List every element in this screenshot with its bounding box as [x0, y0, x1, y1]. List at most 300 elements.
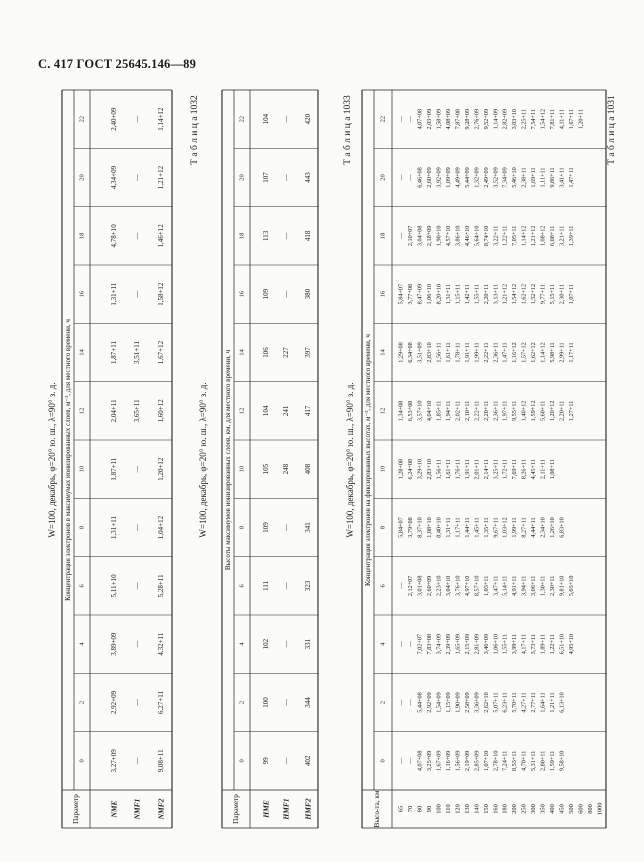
hour-header: 16	[78, 290, 86, 298]
cell-value: 9,55+11	[511, 400, 519, 421]
cell-value: —	[406, 641, 414, 648]
cell-value: 105	[262, 463, 270, 475]
cell-value: 3,06+11	[530, 575, 538, 596]
cell-value: 7,87+08	[454, 108, 462, 130]
cell-value: 3,13+11	[492, 284, 500, 305]
cell-value: 2,83+10	[425, 342, 433, 363]
hour-header: 2	[379, 700, 387, 705]
cell-value: 1,97+11	[501, 400, 509, 421]
cell-value: 2,20+11	[558, 400, 566, 421]
table-condition: W=100, декабрь, φ=20° ю. ш., λ=90° з. д.	[345, 382, 355, 538]
cell-value: 5,31+11	[530, 750, 538, 771]
cell-value: 1,85+11	[435, 400, 443, 421]
cell-value: 5,11+10	[110, 574, 118, 598]
cell-value: 6,83+10	[558, 517, 566, 538]
cell-value: 1,90+10	[435, 225, 443, 247]
cell-value: 8,26+11	[520, 459, 528, 480]
cell-value: 2,85+09	[473, 750, 481, 772]
cell-value: 1,26+10	[549, 517, 557, 538]
cell-value: 1,59+12	[530, 400, 538, 422]
cell-value: 1,15+09	[444, 692, 452, 713]
cell-value: 1,58+12	[157, 282, 165, 306]
cell-value: 1,44+11	[463, 517, 471, 538]
cell-value: 1,07+11	[568, 284, 576, 305]
cell-value: 2,14+11	[482, 459, 490, 480]
cell-value: 8,74+10	[482, 225, 490, 247]
cell-value: 4,45+11	[530, 459, 538, 480]
cell-value: 2,03+09	[425, 108, 433, 130]
cell-value: 7,83+08	[425, 633, 433, 655]
cell-value: 1,62+12	[520, 283, 528, 305]
cell-value: 1,69+11	[530, 167, 538, 188]
cell-value: 3,92+09	[435, 167, 443, 188]
hour-header: 16	[379, 290, 387, 298]
group-header: Концентрация электронов на фиксированных высотах, м⁻³, для местного времени, ч	[364, 334, 372, 586]
cell-value: 109	[262, 522, 270, 533]
cell-value: 8,20+10	[435, 283, 443, 305]
cell-value: 1,59+11	[549, 750, 557, 771]
cell-value: 1,57+12	[520, 342, 528, 363]
row-param: NME	[109, 800, 119, 818]
group-header: Высоты максимумов ионизированных слоев, км, для местного времени, ч	[224, 349, 232, 571]
hour-header: 8	[238, 525, 246, 530]
height-value: 70	[406, 805, 414, 813]
cell-value: —	[133, 232, 141, 240]
cell-value: 3,73+11	[530, 634, 538, 655]
hour-header: 0	[238, 759, 246, 763]
cell-value: 1,67+09	[435, 750, 443, 772]
cell-value: 3,03+10	[511, 108, 519, 130]
cell-value: 2,23+10	[435, 575, 443, 597]
cell-value: 4,49+09	[454, 167, 462, 188]
cell-value: 9,86+11	[549, 167, 557, 188]
cell-value: 102	[262, 638, 270, 650]
cell-value: 6,34+08	[406, 342, 414, 363]
cell-value: 8,53+11	[511, 750, 519, 771]
cell-value: 8,47+09	[416, 283, 424, 305]
cell-value: —	[282, 174, 290, 181]
height-value: 90	[425, 805, 433, 813]
cell-value: 4,04+10	[425, 400, 433, 422]
cell-value: 4,34+09	[110, 165, 118, 190]
cell-value: 1,91+11	[463, 342, 471, 363]
cell-value: 1,30+11	[539, 575, 547, 596]
cell-value: 1,42+11	[463, 284, 471, 305]
hour-header: 6	[379, 584, 387, 588]
cell-value: 2,25+11	[520, 109, 528, 130]
cell-value: 1,34+08	[397, 400, 405, 422]
cell-value: 3,04+10	[444, 575, 452, 597]
cell-value: 8,57+10	[473, 575, 481, 597]
cell-value: 99	[262, 757, 270, 765]
cell-value: 2,36+11	[492, 342, 500, 363]
height-value: 130	[463, 804, 471, 814]
cell-value: 1,72+11	[501, 459, 509, 480]
cell-value: 1,99+11	[511, 517, 519, 538]
cell-value: 2,20+11	[482, 400, 490, 421]
height-value: 140	[473, 804, 481, 814]
cell-value: 2,60+09	[425, 575, 433, 597]
hour-header: 10	[379, 465, 387, 473]
cell-value: 4,46+10	[463, 225, 471, 247]
hour-header: 2	[238, 700, 246, 705]
cell-value: 1,14+09	[492, 108, 500, 130]
cell-value: 4,95+10	[568, 633, 576, 655]
cell-value: 6,13+10	[558, 692, 566, 713]
row-param: HMF1	[281, 798, 291, 820]
cell-value: 1,55+11	[473, 284, 481, 305]
cell-value: 4,17+11	[520, 634, 528, 655]
hour-header: 18	[379, 232, 387, 240]
cell-value: 2,80+11	[539, 750, 547, 771]
cell-value: 248	[282, 463, 290, 475]
cell-value: 1,14+12	[539, 342, 547, 363]
cell-value: 323	[304, 580, 312, 592]
cell-value: 3,65+11	[133, 399, 141, 423]
hour-header: 14	[379, 349, 387, 356]
cell-value: 3,22+11	[492, 225, 500, 246]
cell-value: 7,24+11	[501, 750, 509, 771]
cell-value: —	[282, 115, 290, 123]
cell-value: 1,56+11	[435, 459, 443, 480]
cell-value: 1,65+09	[454, 633, 462, 655]
height-value: 100	[435, 804, 443, 814]
cell-value: 1,14+12	[520, 225, 528, 247]
hour-header: 14	[78, 349, 86, 356]
cell-value: 2,58+09	[463, 692, 471, 713]
height-value: 180	[501, 804, 509, 814]
cell-value: 2,01+11	[473, 459, 481, 480]
cell-value: —	[282, 290, 290, 298]
cell-value: —	[282, 699, 290, 706]
cell-value: 1,76+11	[454, 459, 462, 480]
hour-header: 20	[238, 174, 246, 181]
table-condition: W=100, декабрь, φ=20° ю. ш., λ=90° з. д.	[198, 382, 208, 538]
cell-value: 2,62+10	[482, 692, 490, 713]
cell-value: 3,01+08	[416, 575, 424, 597]
cell-value: 1,56+11	[435, 342, 443, 363]
cell-value: —	[133, 582, 141, 590]
cell-value: 104	[262, 405, 270, 417]
cell-value: 408	[304, 463, 312, 475]
cell-value: 1,90+09	[454, 692, 462, 713]
cell-value: 6,53+08	[406, 400, 414, 422]
cell-value: 6,23+11	[501, 692, 509, 713]
cell-value: —	[406, 757, 414, 764]
cell-value: 344	[304, 697, 312, 708]
cell-value: 1,52+12	[530, 283, 538, 305]
cell-value: 331	[304, 638, 312, 650]
hour-header: 10	[78, 465, 86, 473]
cell-value: 5,98+11	[549, 342, 557, 363]
cell-value: —	[282, 524, 290, 531]
cell-value: 1,58+09	[435, 108, 443, 130]
cell-value: 2,40+09	[110, 107, 118, 131]
cell-value: 4,57+10	[444, 225, 452, 247]
hour-header: 18	[78, 232, 86, 240]
hour-header: 22	[379, 115, 387, 123]
cell-value: 2,60+09	[425, 167, 433, 188]
cell-value: 1,87+11	[110, 457, 118, 481]
cell-value: 3,36+09	[473, 692, 481, 713]
cell-value: 1,87+11	[110, 341, 118, 364]
cell-value: 1,31+11	[110, 282, 118, 306]
cell-value: —	[282, 640, 290, 648]
cell-value: 1,40+12	[520, 400, 528, 422]
height-value: 120	[454, 804, 462, 814]
cell-value: 1,28+08	[397, 458, 405, 480]
cell-value: 2,81+09	[473, 633, 481, 655]
hour-header: 8	[78, 525, 86, 530]
cell-value: 9,52+09	[482, 108, 490, 130]
cell-value: 5,84+07	[397, 517, 405, 538]
cell-value: —	[397, 116, 405, 123]
cell-value: 1,89+11	[539, 634, 547, 655]
hour-header: 12	[238, 407, 246, 415]
cell-value: 2,20+11	[482, 284, 490, 305]
cell-value: —	[397, 232, 405, 239]
hour-header: 18	[238, 232, 246, 240]
cell-value: 1,62+12	[530, 342, 538, 363]
cell-value: —	[397, 641, 405, 648]
cell-value: 7,34+09	[501, 167, 509, 188]
cell-value: —	[133, 757, 141, 765]
cell-value: 1,20+11	[577, 109, 585, 130]
cell-value: 5,60+11	[539, 400, 547, 421]
height-value: 400	[549, 804, 557, 814]
cell-value: 1,99+11	[473, 342, 481, 363]
cell-value: 2,38+11	[520, 167, 528, 188]
cell-value: —	[397, 699, 405, 706]
cell-value: 1,20+12	[157, 457, 165, 481]
cell-value: 1,17+11	[454, 517, 462, 538]
height-value: 110	[444, 804, 452, 814]
cell-value: 420	[304, 113, 312, 125]
param-header: Параметр	[72, 794, 80, 824]
cell-value: —	[282, 582, 290, 590]
row-param: HME	[261, 800, 271, 818]
cell-value: 1,31+11	[444, 517, 452, 538]
cell-value: 1,16+12	[511, 342, 519, 363]
cell-value: 3,27+09	[110, 749, 118, 773]
cell-value: —	[133, 174, 141, 181]
cell-value: 6,51+10	[558, 633, 566, 655]
cell-value: 7,05+11	[511, 225, 519, 246]
cell-value: 3,51+09	[416, 342, 424, 363]
cell-value: 2,49+09	[482, 167, 490, 188]
cell-value: —	[406, 699, 414, 706]
cell-value: 2,18+09	[425, 225, 433, 247]
cell-value: 2,30+11	[549, 575, 557, 596]
cell-value: 2,10+11	[463, 400, 471, 421]
cell-value: 1,08+11	[549, 459, 557, 480]
cell-value: 241	[282, 405, 290, 417]
cell-value: 1,61+11	[444, 342, 452, 363]
cell-value: 1,29+08	[397, 342, 405, 363]
cell-value: 3,25+11	[492, 459, 500, 480]
cell-value: 106	[262, 347, 270, 358]
cell-value: 1,03+11	[482, 575, 490, 596]
height-value: 300	[530, 804, 538, 814]
cell-value: 1,08+12	[539, 225, 547, 247]
cell-value: 3,46+09	[482, 633, 490, 655]
cell-value: 5,28+11	[157, 574, 165, 598]
height-value: 65	[397, 805, 405, 813]
cell-value: 3,04+08	[416, 225, 424, 247]
cell-value: 9,81+10	[558, 575, 566, 597]
cell-value: 1,94+11	[444, 400, 452, 421]
cell-value: 3,52+09	[492, 167, 500, 188]
table-label: Т а б л и ц а 1032	[190, 95, 200, 165]
cell-value: 1,04+12	[157, 515, 165, 540]
cell-value: 1,15+11	[454, 284, 462, 305]
cell-value: —	[133, 699, 141, 706]
cell-value: 8,27+11	[520, 517, 528, 538]
cell-value: 3,94+11	[520, 575, 528, 596]
cell-value: 113	[262, 230, 270, 241]
cell-value: 7,81+11	[549, 109, 557, 130]
hour-header: 4	[238, 642, 246, 646]
cell-value: 2,36+11	[492, 400, 500, 421]
cell-value: 417	[304, 405, 312, 417]
cell-value: 9,67+11	[492, 517, 500, 538]
cell-value: 2,39+09	[444, 633, 452, 655]
cell-value: 2,10+07	[406, 225, 414, 247]
group-header: Концентрация электронов в максимумах ионизированных слоев, м⁻³, для местного времени, ч	[64, 319, 72, 601]
height-value: 250	[520, 804, 528, 814]
height-value: 1000	[596, 802, 604, 816]
height-value: 160	[492, 804, 500, 814]
cell-value: 6,27+11	[157, 691, 165, 714]
cell-value: 1,78+11	[454, 342, 462, 363]
cell-value: 3,99+11	[511, 634, 519, 655]
cell-value: 9,28+09	[463, 108, 471, 130]
cell-value: 5,84+07	[397, 283, 405, 305]
cell-value: 2,30+11	[558, 284, 566, 305]
cell-value: —	[133, 524, 141, 531]
cell-value: 6,46+08	[416, 167, 424, 188]
cell-value: —	[397, 174, 405, 181]
cell-value: 1,20+12	[549, 400, 557, 422]
hour-header: 10	[238, 465, 246, 473]
cell-value: 4,70+11	[520, 750, 528, 771]
param-header: Параметр	[232, 794, 240, 824]
cell-value: 1,61+11	[444, 459, 452, 480]
cell-value: 2,83+10	[425, 458, 433, 480]
cell-value: 1,55+11	[501, 634, 509, 655]
cell-value: 402	[304, 755, 312, 767]
height-value: 600	[577, 804, 585, 814]
cell-value: 1,31+11	[444, 284, 452, 305]
height-value: 80	[416, 805, 424, 813]
cell-value: 4,08+09	[444, 108, 452, 130]
cell-value: 1,54+12	[539, 108, 547, 130]
cell-value: —	[133, 640, 141, 648]
cell-value: 2,78+10	[492, 750, 500, 772]
cell-value: 3,76+10	[454, 575, 462, 597]
cell-value: 4,11+11	[558, 109, 566, 130]
hour-header: 12	[78, 407, 86, 415]
cell-value: 1,14+12	[157, 107, 165, 131]
cell-value: 3,89+09	[110, 632, 118, 656]
cell-value: 2,11+11	[539, 459, 547, 480]
cell-value: 341	[304, 522, 312, 533]
cell-value: 1,17+11	[568, 342, 576, 363]
cell-value: 4,44+11	[530, 517, 538, 538]
cell-value: 4,78+10	[110, 224, 118, 248]
cell-value: 1,47+11	[568, 167, 576, 188]
table-1032	[189, 90, 318, 828]
cell-value: 2,02+11	[454, 400, 462, 421]
cell-value: 418	[304, 230, 312, 242]
cell-value: 7,02+07	[416, 633, 424, 655]
param-header: Высо-та, км	[373, 790, 381, 828]
cell-value: 1,27+11	[568, 400, 576, 421]
cell-value: 1,06+10	[492, 633, 500, 655]
hour-header: 0	[78, 759, 86, 763]
cell-value: —	[397, 582, 405, 589]
cell-value: 6,08+11	[549, 225, 557, 246]
cell-value: 1,64+11	[539, 692, 547, 713]
height-value: 350	[539, 804, 547, 814]
hour-header: 22	[78, 115, 86, 123]
cell-value: 1,60+12	[157, 399, 165, 423]
page-header: С. 417 ГОСТ 25645.146—89	[38, 57, 197, 71]
cell-value: 3,41+11	[558, 167, 566, 188]
cell-value: 7,69+11	[511, 459, 519, 480]
cell-value: 1,21+12	[501, 283, 509, 305]
cell-value: 1,67+12	[157, 340, 165, 365]
cell-value: 5,64+10	[473, 225, 481, 247]
cell-value: 7,54+11	[530, 109, 538, 130]
cell-value: 2,15+09	[463, 633, 471, 655]
row-param: NMF2	[156, 798, 166, 820]
hour-header: 6	[78, 584, 86, 588]
cell-value: 3,29+10	[416, 458, 424, 480]
cell-value: 2,92+09	[110, 690, 118, 715]
height-value: 450	[558, 804, 566, 814]
cell-value: 2,19+09	[463, 750, 471, 772]
cell-value: 2,76+09	[473, 108, 481, 130]
height-value: 150	[482, 804, 490, 814]
cell-value: 2,04+11	[110, 399, 118, 423]
cell-value: —	[397, 757, 405, 764]
cell-value: 9,58+10	[558, 750, 566, 772]
cell-value: 1,91+11	[463, 459, 471, 480]
cell-value: 227	[282, 347, 290, 358]
cell-value: 5,44+08	[416, 692, 424, 713]
cell-value: 1,16+09	[444, 750, 452, 772]
cell-value: —	[282, 757, 290, 765]
row-param: NMF1	[132, 798, 142, 820]
cell-value: 5,14+11	[501, 575, 509, 596]
cell-value: 2,34+10	[539, 517, 547, 538]
cell-value: 1,56+09	[454, 750, 462, 772]
cell-value: —	[406, 174, 414, 181]
cell-value: 9,08+11	[157, 749, 165, 773]
cell-value: 1,54+12	[511, 283, 519, 305]
table-condition: W=100, декабрь, φ=20° ю. ш., λ=90° з. д.	[47, 382, 57, 538]
cell-value: 5,44+09	[463, 167, 471, 188]
cell-value: 4,32+11	[157, 632, 165, 656]
cell-value: 3,77+08	[406, 283, 414, 305]
cell-value: 3,47+11	[492, 575, 500, 596]
cell-value: 4,07+08	[416, 108, 424, 130]
cell-value: 2,12+07	[406, 575, 414, 597]
cell-value: 4,97+10	[463, 575, 471, 597]
cell-value: 5,03+10	[568, 575, 576, 597]
cell-value: 2,92+09	[425, 692, 433, 713]
